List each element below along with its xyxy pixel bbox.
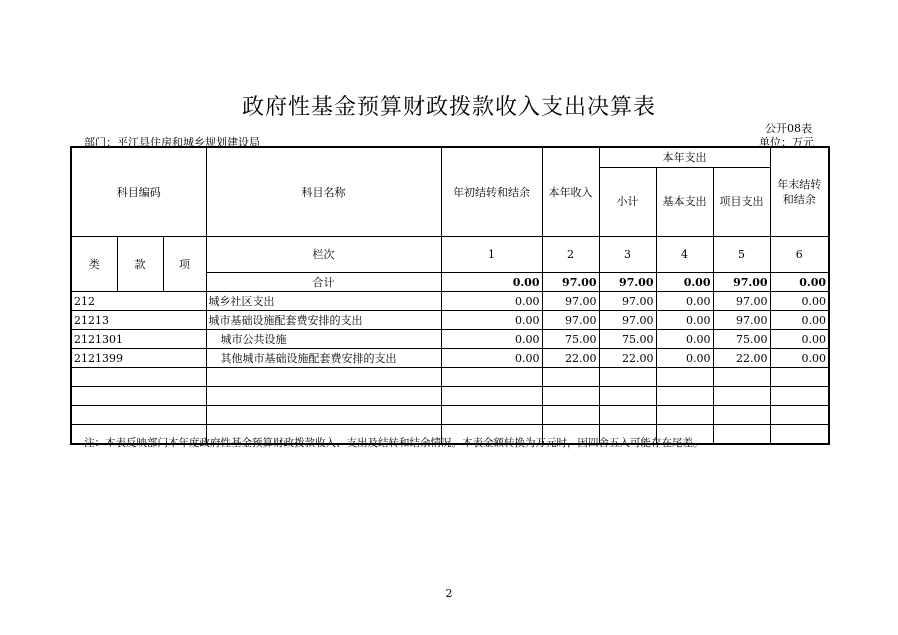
table-row	[71, 330, 829, 349]
row-value: 75.00	[713, 330, 770, 349]
col-number: 6	[770, 237, 829, 273]
unit-label: 单位：万元	[759, 136, 814, 149]
row-value: 75.00	[599, 330, 656, 349]
row-value: 0.00	[770, 330, 829, 349]
total-value: 97.00	[599, 273, 656, 292]
row-value: 0.00	[441, 311, 542, 330]
header-subject-name: 科目名称	[206, 147, 441, 237]
empty-row	[71, 368, 829, 387]
row-value: 22.00	[713, 349, 770, 368]
header-closing-balance	[770, 147, 829, 237]
form-number: 公开08表	[765, 122, 812, 135]
row-value: 0.00	[441, 349, 542, 368]
empty-row	[71, 406, 829, 425]
table-row	[71, 311, 829, 330]
header-closing-balance-l2: 和结余	[782, 193, 816, 206]
col-number: 5	[713, 237, 770, 273]
empty-row	[71, 387, 829, 406]
row-value: 22.00	[599, 349, 656, 368]
header-class: 类	[71, 237, 117, 292]
row-value: 97.00	[713, 292, 770, 311]
row-code: 212	[71, 292, 206, 311]
header-subtotal: 小计	[599, 167, 656, 237]
table-row	[71, 292, 829, 311]
header-project-expense: 项目支出	[713, 167, 770, 237]
row-value: 97.00	[713, 311, 770, 330]
row-value: 0.00	[770, 349, 829, 368]
header-item: 项	[163, 237, 206, 292]
row-value: 0.00	[441, 330, 542, 349]
row-value: 0.00	[656, 292, 713, 311]
total-value: 97.00	[542, 273, 599, 292]
total-value: 97.00	[713, 273, 770, 292]
row-value: 0.00	[656, 311, 713, 330]
row-name: 城市公共设施	[206, 330, 441, 349]
row-code: 21213	[71, 311, 206, 330]
department-label: 部门：平江县住房和城乡规划建设局	[84, 136, 260, 149]
header-current-income: 本年收入	[542, 147, 599, 237]
header-opening-balance: 年初结转和结余	[441, 147, 542, 237]
row-value: 22.00	[542, 349, 599, 368]
col-number: 1	[441, 237, 542, 273]
header-closing-balance-l1: 年末结转	[777, 178, 822, 191]
fund-table	[70, 146, 830, 445]
row-value: 97.00	[542, 292, 599, 311]
row-value: 0.00	[770, 311, 829, 330]
row-value: 97.00	[599, 311, 656, 330]
total-value: 0.00	[770, 273, 829, 292]
header-current-expense: 本年支出	[599, 147, 770, 167]
header-subject-code: 科目编码	[71, 147, 206, 237]
page-title: 政府性基金预算财政拨款收入支出决算表	[241, 95, 656, 120]
row-value: 97.00	[542, 311, 599, 330]
row-value: 0.00	[441, 292, 542, 311]
total-value: 0.00	[441, 273, 542, 292]
table-row	[71, 349, 829, 368]
row-value: 0.00	[770, 292, 829, 311]
col-number: 3	[599, 237, 656, 273]
header-basic-expense: 基本支出	[656, 167, 713, 237]
total-value: 0.00	[656, 273, 713, 292]
row-value: 0.00	[656, 330, 713, 349]
footnote: 注：本表反映部门本年度政府性基金预算财政拨款收入、支出及结转和结余情况。本表金额转换为万元时，因四舍五入可能存在尾差。	[84, 437, 704, 449]
header-column-no: 栏次	[206, 237, 441, 273]
row-value: 97.00	[599, 292, 656, 311]
row-name: 其他城市基础设施配套费安排的支出	[206, 349, 441, 368]
row-value: 0.00	[656, 349, 713, 368]
row-name: 城市基础设施配套费安排的支出	[206, 311, 441, 330]
total-label: 合计	[206, 273, 441, 292]
col-number: 4	[656, 237, 713, 273]
header-section: 款	[117, 237, 163, 292]
page-number: 2	[445, 587, 453, 600]
row-code: 2121301	[71, 330, 206, 349]
row-name: 城乡社区支出	[206, 292, 441, 311]
row-code: 2121399	[71, 349, 206, 368]
row-value: 75.00	[542, 330, 599, 349]
col-number: 2	[542, 237, 599, 273]
